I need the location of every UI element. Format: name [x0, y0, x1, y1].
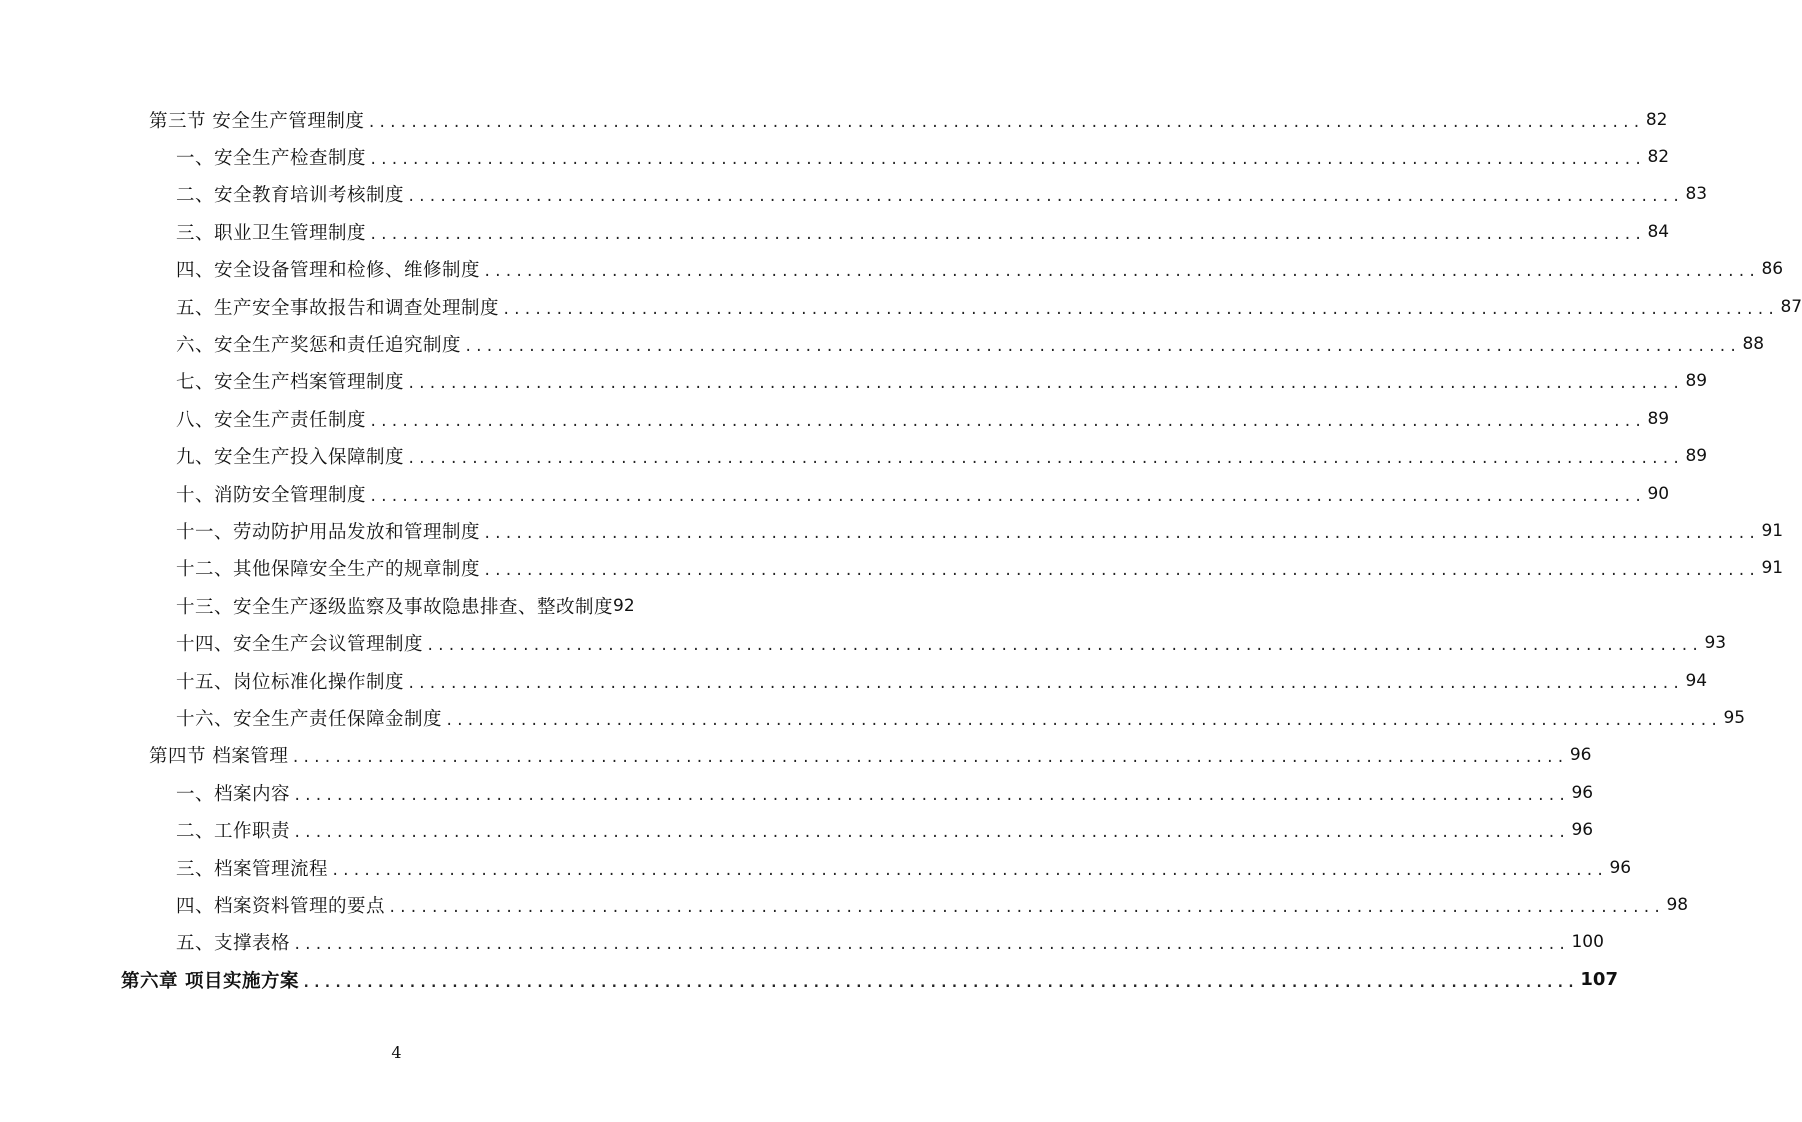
toc-entry-title: 第四节 档案管理 — [149, 746, 289, 768]
toc-entry-title: 七、安全生产档案管理制度 — [176, 372, 405, 394]
toc-dot-leader: ........................................................................................................................ — [407, 451, 1683, 468]
toc-entry-page: 83 — [1685, 184, 1708, 205]
toc-entry-page: 98 — [1666, 894, 1689, 915]
toc-entry-title: 九、安全生产投入保障制度 — [176, 447, 405, 469]
toc-dot-leader: ........................................................................................................................ — [445, 712, 1721, 729]
toc-dot-leader: ........................................................................................................................ — [369, 488, 1645, 505]
toc-entry-page: 92 — [613, 595, 635, 616]
toc-entry-page: 95 — [1723, 707, 1746, 728]
toc-entry-page: 89 — [1685, 371, 1708, 392]
toc-entry-page: 93 — [1704, 633, 1727, 654]
toc-entry-title: 第六章 项目实施方案 — [121, 970, 299, 992]
toc-item-entry[interactable] — [0, 251, 1784, 288]
toc-dot-leader: ........................................................................................................................ — [464, 339, 1740, 356]
toc-dot-leader: ........................................................................................................................ — [369, 226, 1645, 243]
toc-dot-leader: ........................................................................................................................ — [367, 114, 1643, 131]
toc-entry-page: 89 — [1685, 446, 1708, 467]
toc-dot-leader: ........................................................................................................................ — [483, 563, 1759, 580]
toc-dot-leader: ........................................................................................................................ — [369, 152, 1645, 169]
toc-dot-leader: ........................................................................................................................ — [483, 264, 1759, 281]
toc-entry-page: 91 — [1761, 558, 1784, 579]
toc-entry-title: 十四、安全生产会议管理制度 — [176, 634, 424, 656]
toc-entry-page: 100 — [1571, 932, 1604, 953]
toc-dot-leader: ........................................................................................................................ — [293, 787, 1569, 804]
toc-item-entry[interactable] — [0, 624, 1727, 661]
toc-entry-title: 四、安全设备管理和检修、维修制度 — [176, 260, 481, 282]
toc-entry-title: 第三节 安全生产管理制度 — [149, 110, 365, 132]
toc-item-entry[interactable] — [0, 849, 1632, 886]
toc-entry-page: 96 — [1569, 745, 1592, 766]
toc-dot-leader: ........................................................................................................................ — [483, 525, 1759, 542]
toc-entry-title: 一、安全生产检查制度 — [176, 148, 367, 170]
toc-dot-leader: ........................................................................................................................ — [293, 825, 1569, 842]
toc-entry-page: 90 — [1647, 483, 1670, 504]
toc-entry-title: 一、档案内容 — [176, 783, 291, 805]
toc-dot-leader: ........................................................................................................................ — [369, 413, 1645, 430]
toc-entry-title: 八、安全生产责任制度 — [176, 409, 367, 431]
toc-dot-leader: ........................................................................................................................ — [502, 301, 1778, 318]
toc-entry-title: 十六、安全生产责任保障金制度 — [176, 708, 443, 730]
toc-entry-title: 二、工作职责 — [176, 821, 291, 843]
toc-entry-title: 十三、安全生产逐级监察及事故隐患排查、整改制度 — [176, 596, 614, 618]
toc-item-entry[interactable] — [0, 438, 1708, 475]
toc-item-entry[interactable] — [0, 662, 1708, 699]
table-of-contents — [0, 101, 1802, 998]
toc-dot-leader: ........................................................................................................................ — [407, 189, 1683, 206]
toc-item-entry[interactable] — [0, 886, 1689, 923]
toc-entry-title: 十、消防安全管理制度 — [176, 484, 367, 506]
toc-item-entry[interactable] — [0, 325, 1765, 362]
toc-entry-page: 88 — [1742, 334, 1765, 355]
toc-item-entry[interactable] — [0, 400, 1670, 437]
toc-dot-leader: ........................................................................................................................ — [407, 376, 1683, 393]
toc-entry-page: 82 — [1647, 147, 1670, 168]
toc-entry-title: 十五、岗位标准化操作制度 — [176, 671, 405, 693]
toc-entry-page: 87 — [1780, 296, 1802, 317]
toc-section-entry[interactable] — [0, 101, 1668, 138]
toc-item-entry[interactable] — [0, 550, 1784, 587]
toc-item-entry[interactable] — [0, 288, 1802, 325]
toc-entry-title: 十一、劳动防护用品发放和管理制度 — [176, 521, 481, 543]
toc-chapter-entry[interactable] — [0, 961, 1618, 998]
toc-dot-leader: ........................................................................................................................ — [407, 675, 1683, 692]
toc-item-entry[interactable] — [0, 811, 1594, 848]
toc-item-entry[interactable] — [0, 774, 1594, 811]
toc-entry-page: 107 — [1580, 969, 1618, 991]
toc-entry-page: 96 — [1571, 820, 1594, 841]
toc-entry-title: 五、生产安全事故报告和调查处理制度 — [176, 297, 500, 319]
page-number: 4 — [391, 1043, 402, 1062]
toc-entry-title: 十二、其他保障安全生产的规章制度 — [176, 559, 481, 581]
toc-item-entry[interactable] — [0, 699, 1746, 736]
toc-dot-leader: ........................................................................................................................ — [301, 974, 1578, 991]
toc-entry-title: 五、支撑表格 — [176, 933, 291, 955]
toc-item-entry[interactable] — [0, 587, 673, 624]
toc-item-entry[interactable] — [0, 512, 1784, 549]
toc-item-entry[interactable] — [0, 475, 1670, 512]
toc-entry-title: 四、档案资料管理的要点 — [176, 895, 386, 917]
toc-entry-title: 三、职业卫生管理制度 — [176, 222, 367, 244]
toc-dot-leader: ........................................................................................................................ — [331, 862, 1607, 879]
toc-entry-title: 六、安全生产奖惩和责任追究制度 — [176, 335, 462, 357]
toc-item-entry[interactable] — [0, 176, 1708, 213]
toc-dot-leader: ........................................................................................................................ — [291, 750, 1567, 767]
toc-item-entry[interactable] — [0, 363, 1708, 400]
toc-entry-title: 三、档案管理流程 — [176, 858, 329, 880]
toc-section-entry[interactable] — [0, 737, 1592, 774]
toc-entry-title: 二、安全教育培训考核制度 — [176, 185, 405, 207]
toc-entry-page: 86 — [1761, 259, 1784, 280]
toc-item-entry[interactable] — [0, 924, 1604, 961]
toc-entry-page: 89 — [1647, 408, 1670, 429]
toc-entry-page: 91 — [1761, 520, 1784, 541]
toc-item-entry[interactable] — [0, 213, 1670, 250]
toc-dot-leader: ........................................................................................................................ — [426, 638, 1702, 655]
toc-entry-page: 96 — [1609, 857, 1632, 878]
toc-entry-page: 96 — [1571, 782, 1594, 803]
toc-dot-leader: ........................................................................................................................ — [293, 937, 1569, 954]
toc-dot-leader: ........................................................................................................................ — [388, 899, 1664, 916]
toc-item-entry[interactable] — [0, 138, 1670, 175]
toc-entry-page: 82 — [1645, 109, 1668, 130]
toc-entry-page: 84 — [1647, 221, 1670, 242]
toc-entry-page: 94 — [1685, 670, 1708, 691]
